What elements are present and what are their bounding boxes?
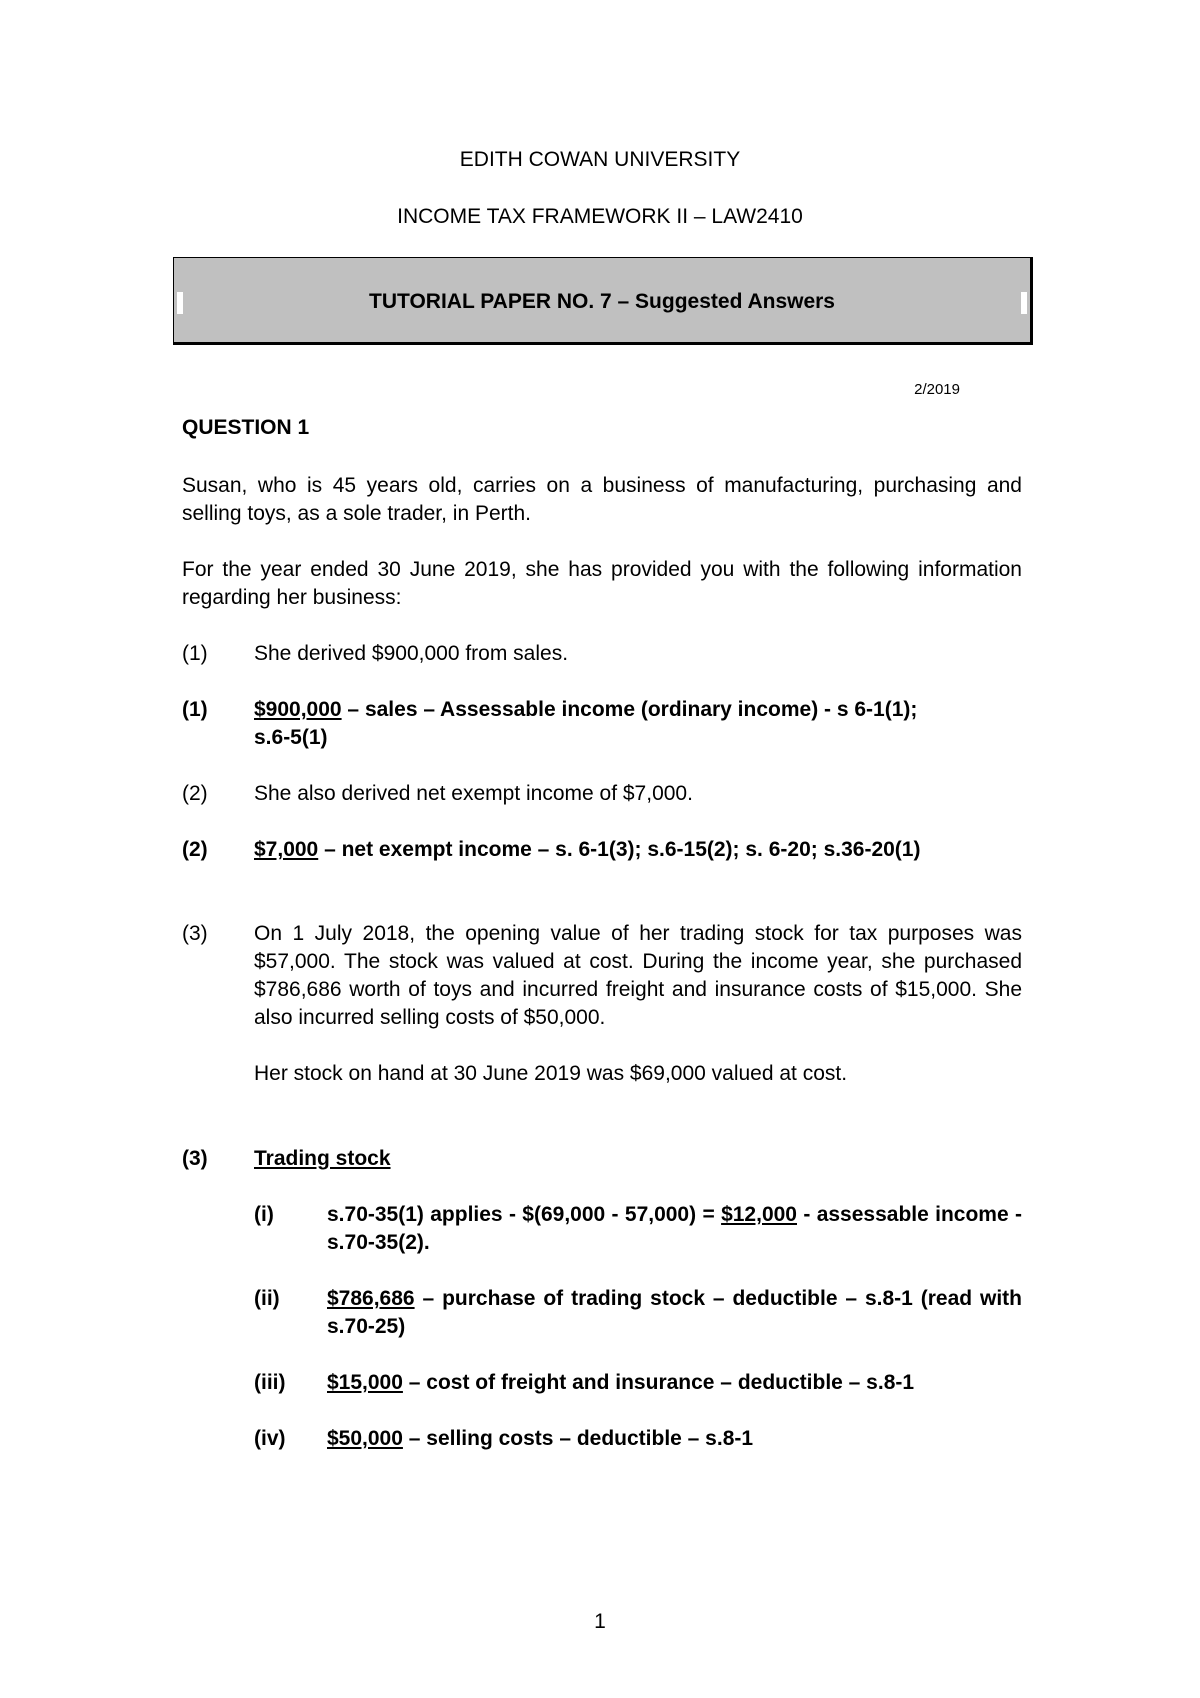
answer-text <box>254 836 1022 864</box>
answer-number: (2) <box>182 838 208 861</box>
title-box-marker-right <box>1021 292 1027 314</box>
answer-number: (1) <box>182 698 208 721</box>
paper-title: TUTORIAL PAPER NO. 7 – Suggested Answers <box>369 290 835 313</box>
item-text: She derived $900,000 from sales. <box>254 642 569 665</box>
item-text: She also derived net exempt income of $7,000. <box>254 782 693 805</box>
item-number: (3) <box>182 922 208 945</box>
university-name: EDITH COWAN UNIVERSITY <box>459 148 741 171</box>
sub-item-amount: $15,000 <box>327 1371 403 1394</box>
answer-detail: – net exempt income – s. 6-1(3); s.6-15(2); s. 6-20; s.36-20(1) <box>318 838 921 861</box>
sub-item-text <box>327 1369 1022 1397</box>
answer-number: (3) <box>182 1147 208 1170</box>
item-number: (2) <box>182 782 208 805</box>
sub-item-pre: s.70-35(1) applies - $(69,000 - 57,000) = <box>327 1203 722 1226</box>
sub-item-amount: $12,000 <box>721 1203 797 1226</box>
question-intro-1: Susan, who is 45 years old, carries on a business of manufacturing, purchasing and selling toys, as a sole trader, in Perth. <box>182 474 1022 525</box>
item-text-2: Her stock on hand at 30 June 2019 was $69,000 valued at cost. <box>254 1062 848 1085</box>
sub-item-amount: $786,686 <box>327 1287 415 1310</box>
sub-item-number: (ii) <box>254 1287 280 1310</box>
sub-item-text <box>327 1285 1022 1341</box>
answer-heading: Trading stock <box>254 1147 391 1170</box>
sub-item-post: - assessable income - s.70-35(2). <box>327 1203 1022 1254</box>
paper-date: 2/2019 <box>914 381 960 398</box>
sub-item-number: (iii) <box>254 1371 286 1394</box>
sub-item-number: (iv) <box>254 1427 286 1450</box>
course-title: INCOME TAX FRAMEWORK II – LAW2410 <box>397 205 803 228</box>
sub-item-post: – purchase of trading stock – deductible – s.8-1 (read with s.70-25) <box>327 1287 1022 1338</box>
answer-text <box>254 696 934 752</box>
answer-amount: $900,000 <box>254 698 342 721</box>
sub-item-number: (i) <box>254 1203 274 1226</box>
question-intro-2: For the year ended 30 June 2019, she has provided you with the following information regarding her business: <box>182 558 1022 609</box>
item-number: (1) <box>182 642 208 665</box>
sub-item-amount: $50,000 <box>327 1427 403 1450</box>
item-text: On 1 July 2018, the opening value of her trading stock for tax purposes was $57,000. The stock was valued at cost. During the income year, she purchased $786,686 worth of toys and incurred freight and insurance costs of $15,000. She also incurred selling costs of $50,000. <box>254 922 1022 1029</box>
sub-item-post: – cost of freight and insurance – deductible – s.8-1 <box>402 1371 915 1394</box>
page-number: 1 <box>594 1610 606 1633</box>
answer-amount: $7,000 <box>254 838 319 861</box>
title-box <box>173 257 1033 345</box>
question-heading: QUESTION 1 <box>182 416 310 439</box>
sub-item-post: – selling costs – deductible – s.8-1 <box>402 1427 754 1450</box>
sub-item-text <box>327 1201 1022 1257</box>
sub-item-text <box>327 1425 1022 1453</box>
answer-detail: – sales – Assessable income (ordinary income) - s 6-1(1); s.6-5(1) <box>254 698 918 749</box>
